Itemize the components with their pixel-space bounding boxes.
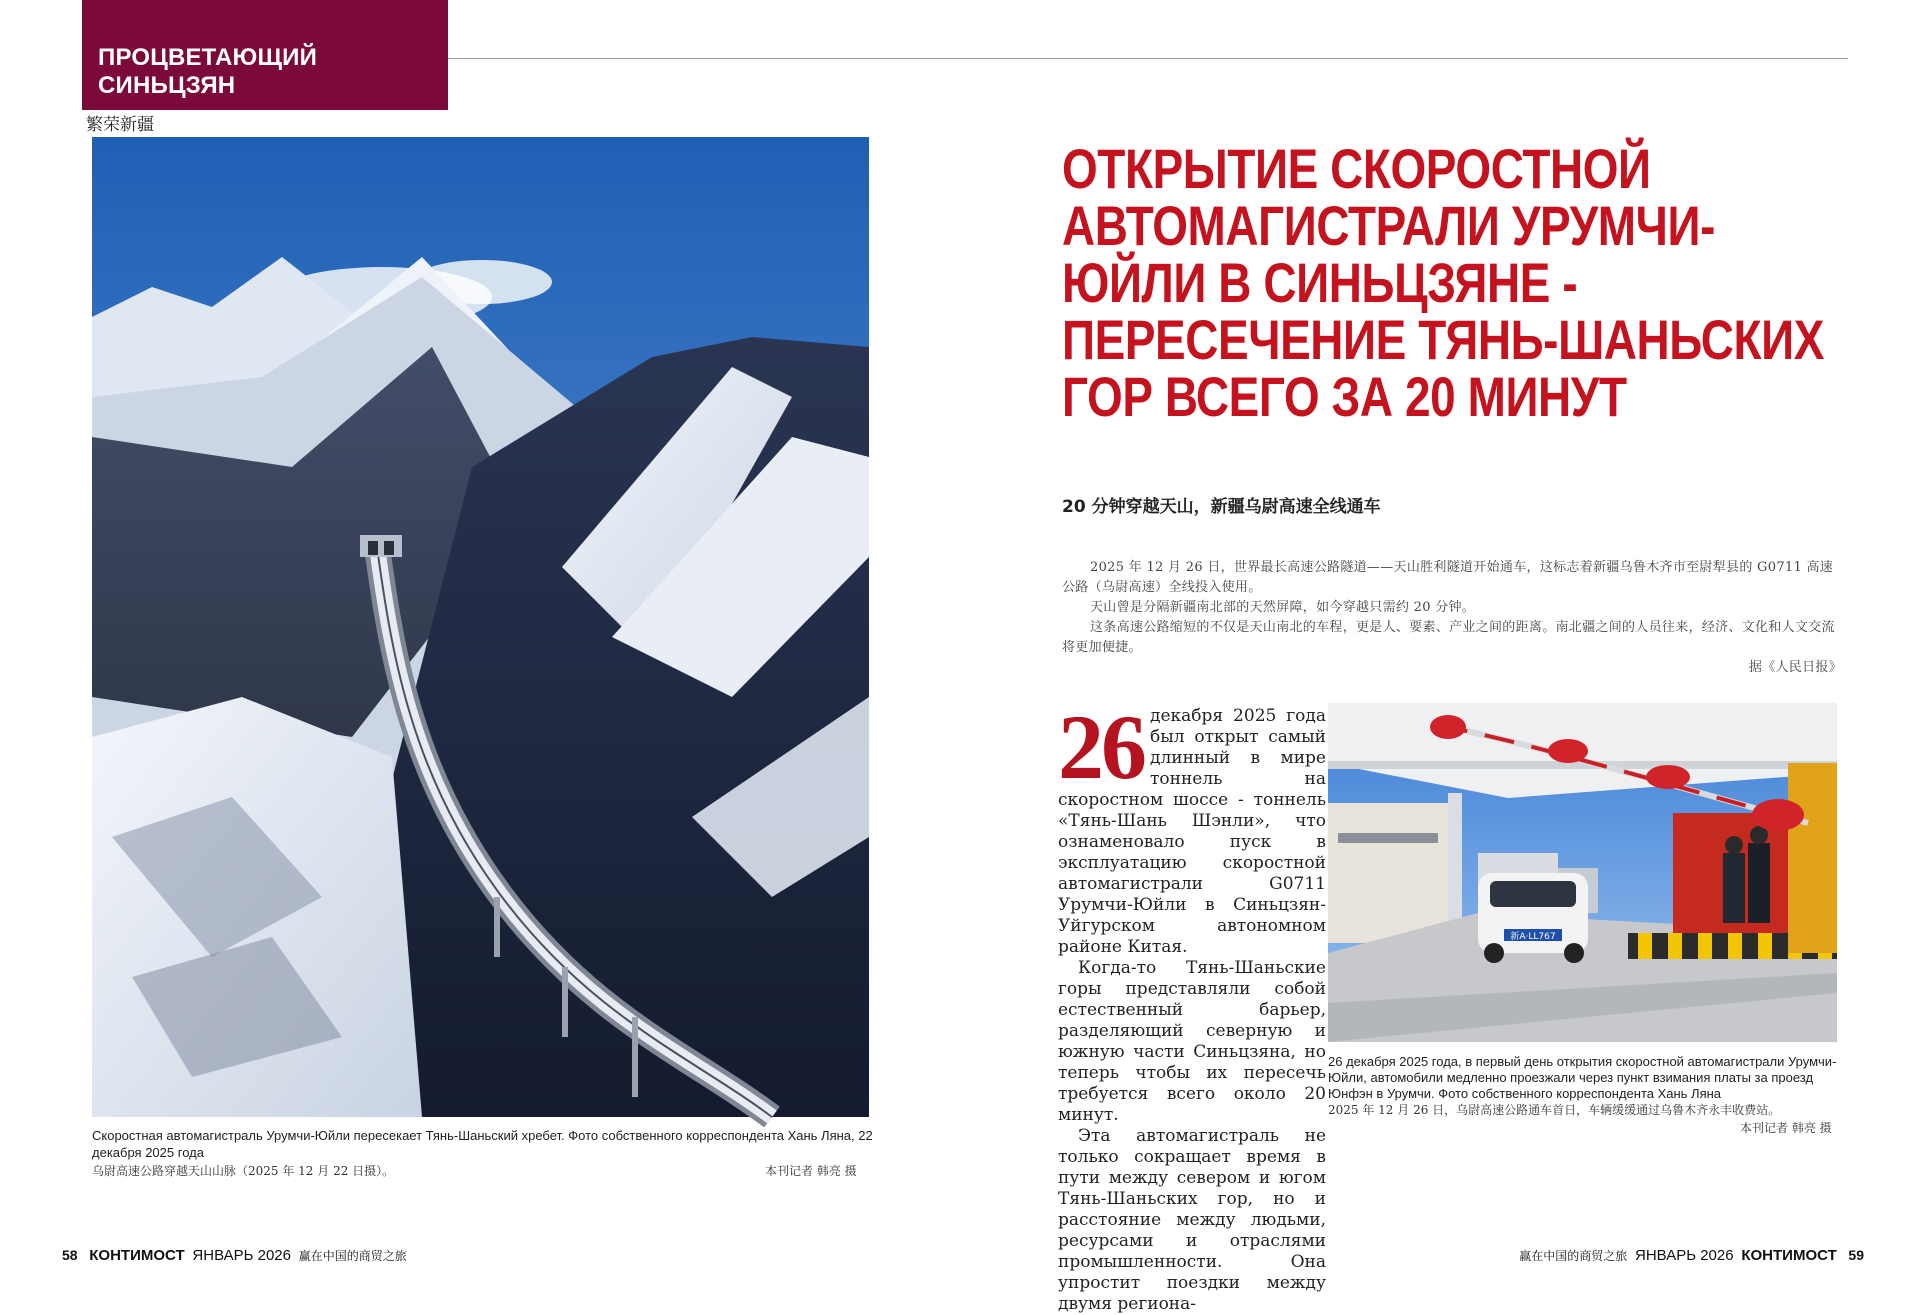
headline-line: ЮЙЛИ В СИНЬЦЗЯНЕ - <box>1062 251 1578 314</box>
intro-paragraph: 这条高速公路缩短的不仅是天山南北的车程，更是人、要素、产业之间的距离。南北疆之间的人员往来，经济、文化和人文交流将更加便捷。 <box>1062 620 1835 655</box>
section-title-line2: СИНЬЦЗЯН <box>98 72 236 99</box>
body-paragraph: Когда-то Тянь-Шаньские горы представляли собой естественный барьер, разделяющий северную и южную части Синьцзяна, но теперь чтобы их пересечь требуется всего около 20 минут. <box>1058 958 1326 1125</box>
body-paragraph: Эта автомагистраль не только сокращает время в пути между севером и югом Тянь-Шаньских гор, но и расстояние между людьми, ресурсами и отраслями промышленности. Она упростит поездки между двумя региона- <box>1058 1126 1326 1314</box>
page-number: 59 <box>1848 1247 1864 1263</box>
magazine-name: КОНТИМОСТ <box>1741 1247 1837 1264</box>
drop-cap: 26 <box>1058 696 1144 798</box>
section-tab <box>82 0 448 110</box>
headline-line: ГОР ВСЕГО ЗА 20 МИНУТ <box>1062 365 1627 428</box>
magazine-slogan: 赢在中国的商贸之旅 <box>1519 1249 1628 1263</box>
left-photo-caption-ru: Скоростная автомагистраль Урумчи-Юйли пересекает Тянь-Шаньский хребет. Фото собственного корреспондента Хань Ляна, 22 декабря 2025 года <box>92 1128 873 1160</box>
left-photo-credit: 本刊记者 韩亮 摄 <box>765 1164 857 1178</box>
right-photo-caption-zh: 2025 年 12 月 26 日，乌尉高速公路通车首日，车辆缓缓通过乌鲁木齐永丰收费站。 <box>1328 1103 1781 1117</box>
toll-station-photo <box>1328 703 1837 1042</box>
intro-source: 据《人民日报》 <box>1748 660 1842 675</box>
issue-date: ЯНВАРЬ 2026 <box>1635 1247 1734 1264</box>
body-paragraph: декабря 2025 года был открыт самый длинный в мире тоннель на скоростном шоссе - тоннель «Тянь-Шань Шэнли», что ознаменовало пуск в эксплуатацию скоростной автомагистрали G0711 Урумчи-Юйли в Синьцзян-Уйгурском автономном районе Китая. <box>1058 706 1326 957</box>
headline-line: ОТКРЫТИЕ СКОРОСТНОЙ <box>1062 137 1651 200</box>
headline-line: ПЕРЕСЕЧЕНИЕ ТЯНЬ-ШАНЬСКИХ <box>1062 308 1824 371</box>
licence-plate: 新A·LL767 <box>1510 932 1556 942</box>
section-title-zh: 繁荣新疆 <box>86 115 154 135</box>
left-photo-caption-zh: 乌尉高速公路穿越天山山脉（2025 年 12 月 22 日摄）。 <box>92 1164 395 1178</box>
intro-paragraph: 天山曾是分隔新疆南北部的天然屏障，如今穿越只需约 20 分钟。 <box>1090 600 1476 615</box>
article-headline <box>1062 137 1824 428</box>
issue-date: ЯНВАРЬ 2026 <box>192 1247 291 1264</box>
mountain-highway-photo <box>92 137 869 1117</box>
headline-line: АВТОМАГИСТРАЛИ УРУМЧИ- <box>1062 194 1715 257</box>
page-number: 58 <box>62 1247 78 1263</box>
right-photo-credit: 本刊记者 韩亮 摄 <box>1740 1121 1832 1135</box>
magazine-slogan: 赢在中国的商贸之旅 <box>298 1249 407 1263</box>
magazine-name: КОНТИМОСТ <box>89 1247 185 1264</box>
footer-right <box>1519 1246 1864 1265</box>
section-title-line1: ПРОЦВЕТАЮЩИЙ <box>98 44 318 71</box>
right-photo-caption-ru: 26 декабря 2025 года, в первый день открытия скоростной автомагистрали Урумчи-Юйли, автомобили медленно проезжали через пункт взимания платы за проезд Юнфэн в Урумчи. Фото собственного корреспондента Хань Ляна <box>1328 1054 1837 1101</box>
article-body <box>1058 696 1326 1315</box>
intro-paragraph: 2025 年 12 月 26 日，世界最长高速公路隧道——天山胜利隧道开始通车，这标志着新疆乌鲁木齐市至尉犁县的 G0711 高速公路（乌尉高速）全线投入使用。 <box>1062 560 1834 595</box>
article-subhead-zh: 20 分钟穿越天山，新疆乌尉高速全线通车 <box>1062 497 1381 517</box>
header-rule <box>448 58 1848 59</box>
intro-zh <box>1062 558 1842 678</box>
footer-left <box>62 1246 407 1265</box>
